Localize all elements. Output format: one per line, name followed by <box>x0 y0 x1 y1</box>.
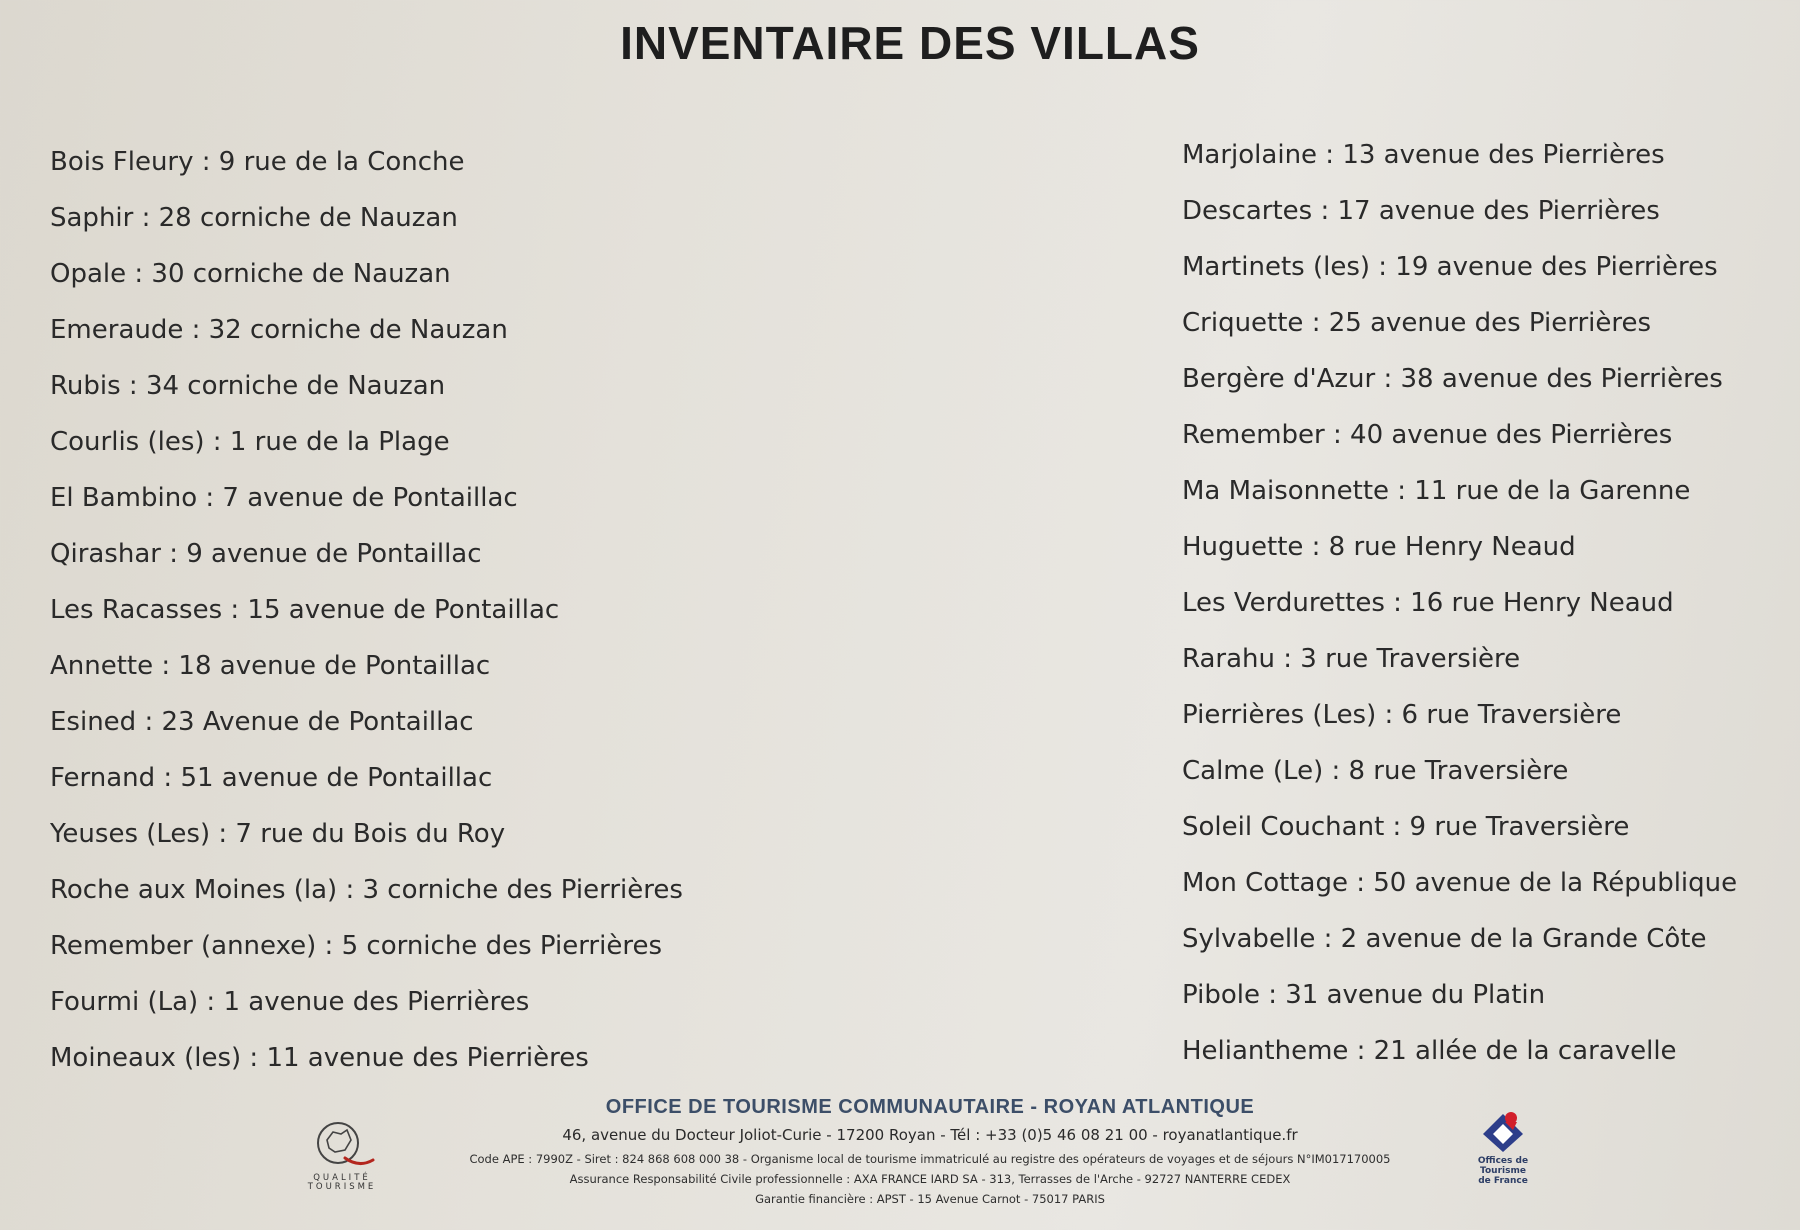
list-item: Fernand : 51 avenue de Pontaillac <box>50 763 493 793</box>
list-item: Sylvabelle : 2 avenue de la Grande Côte <box>1182 924 1707 954</box>
list-item: Calme (Le) : 8 rue Traversière <box>1182 756 1569 786</box>
list-item: Fourmi (La) : 1 avenue des Pierrières <box>50 987 530 1017</box>
footer-legal-line-3: Garantie financière : APST - 15 Avenue Carnot - 75017 PARIS <box>755 1192 1105 1206</box>
list-item: Pierrières (Les) : 6 rue Traversière <box>1182 700 1622 730</box>
footer-legal-line-2: Assurance Responsabilité Civile professionnelle : AXA FRANCE IARD SA - 313, Terrasses de l'Arche - 92727 NANTERRE CEDEX <box>569 1172 1291 1186</box>
list-item: Esined : 23 Avenue de Pontaillac <box>50 707 474 737</box>
list-item: Rarahu : 3 rue Traversière <box>1182 644 1521 674</box>
villa-list-right <box>1182 127 1737 1079</box>
list-item: Remember : 40 avenue des Pierrières <box>1182 420 1673 450</box>
list-item: Moineaux (les) : 11 avenue des Pierrières <box>50 1043 589 1073</box>
footer-address: 46, avenue du Docteur Joliot-Curie - 17200 Royan - Tél : +33 (0)5 46 08 21 00 - royanatlantique.fr <box>562 1126 1298 1144</box>
footer-organization: OFFICE DE TOURISME COMMUNAUTAIRE - ROYAN ATLANTIQUE <box>605 1096 1255 1118</box>
offices-de-tourisme-text: Offices de Tourisme de France <box>1477 1156 1529 1186</box>
list-item: Bois Fleury : 9 rue de la Conche <box>50 147 465 177</box>
list-item: Qirashar : 9 avenue de Pontaillac <box>50 539 482 569</box>
list-item: Saphir : 28 corniche de Nauzan <box>50 203 458 233</box>
qualite-tourisme-text: QUALITÉ TOURISME <box>307 1173 377 1192</box>
list-item: Annette : 18 avenue de Pontaillac <box>50 651 491 681</box>
list-item: Rubis : 34 corniche de Nauzan <box>50 371 446 401</box>
list-item: Yeuses (Les) : 7 rue du Bois du Roy <box>50 819 506 849</box>
list-item: Bergère d'Azur : 38 avenue des Pierrières <box>1182 364 1723 394</box>
list-item: Pibole : 31 avenue du Platin <box>1182 980 1546 1010</box>
list-item: El Bambino : 7 avenue de Pontaillac <box>50 483 518 513</box>
list-item: Descartes : 17 avenue des Pierrières <box>1182 196 1660 226</box>
page-title: INVENTAIRE DES VILLAS <box>620 17 1200 69</box>
list-item: Soleil Couchant : 9 rue Traversière <box>1182 812 1630 842</box>
footer-legal-line-1: Code APE : 7990Z - Siret : 824 868 608 000 38 - Organisme local de tourisme immatriculé au registre des opérateurs de voyages et de séjours N°IM017170005 <box>469 1152 1391 1166</box>
list-item: Marjolaine : 13 avenue des Pierrières <box>1182 140 1665 170</box>
list-item: Martinets (les) : 19 avenue des Pierrières <box>1182 252 1718 282</box>
list-item: Les Verdurettes : 16 rue Henry Neaud <box>1182 588 1674 618</box>
list-item: Ma Maisonnette : 11 rue de la Garenne <box>1182 476 1691 506</box>
list-item: Mon Cottage : 50 avenue de la République <box>1182 868 1738 898</box>
list-item: Opale : 30 corniche de Nauzan <box>50 259 451 289</box>
list-item: Huguette : 8 rue Henry Neaud <box>1182 532 1576 562</box>
list-item: Les Racasses : 15 avenue de Pontaillac <box>50 595 560 625</box>
list-item: Criquette : 25 avenue des Pierrières <box>1182 308 1652 338</box>
villa-list-left <box>50 134 683 1086</box>
list-item: Emeraude : 32 corniche de Nauzan <box>50 315 508 345</box>
offices-de-tourisme-logo <box>1468 1108 1538 1186</box>
offices-de-tourisme-icon <box>1479 1108 1527 1154</box>
list-item: Heliantheme : 21 allée de la caravelle <box>1182 1036 1677 1066</box>
list-item: Courlis (les) : 1 rue de la Plage <box>50 427 450 457</box>
list-item: Remember (annexe) : 5 corniche des Pierrières <box>50 931 663 961</box>
list-item: Roche aux Moines (la) : 3 corniche des Pierrières <box>50 875 683 905</box>
